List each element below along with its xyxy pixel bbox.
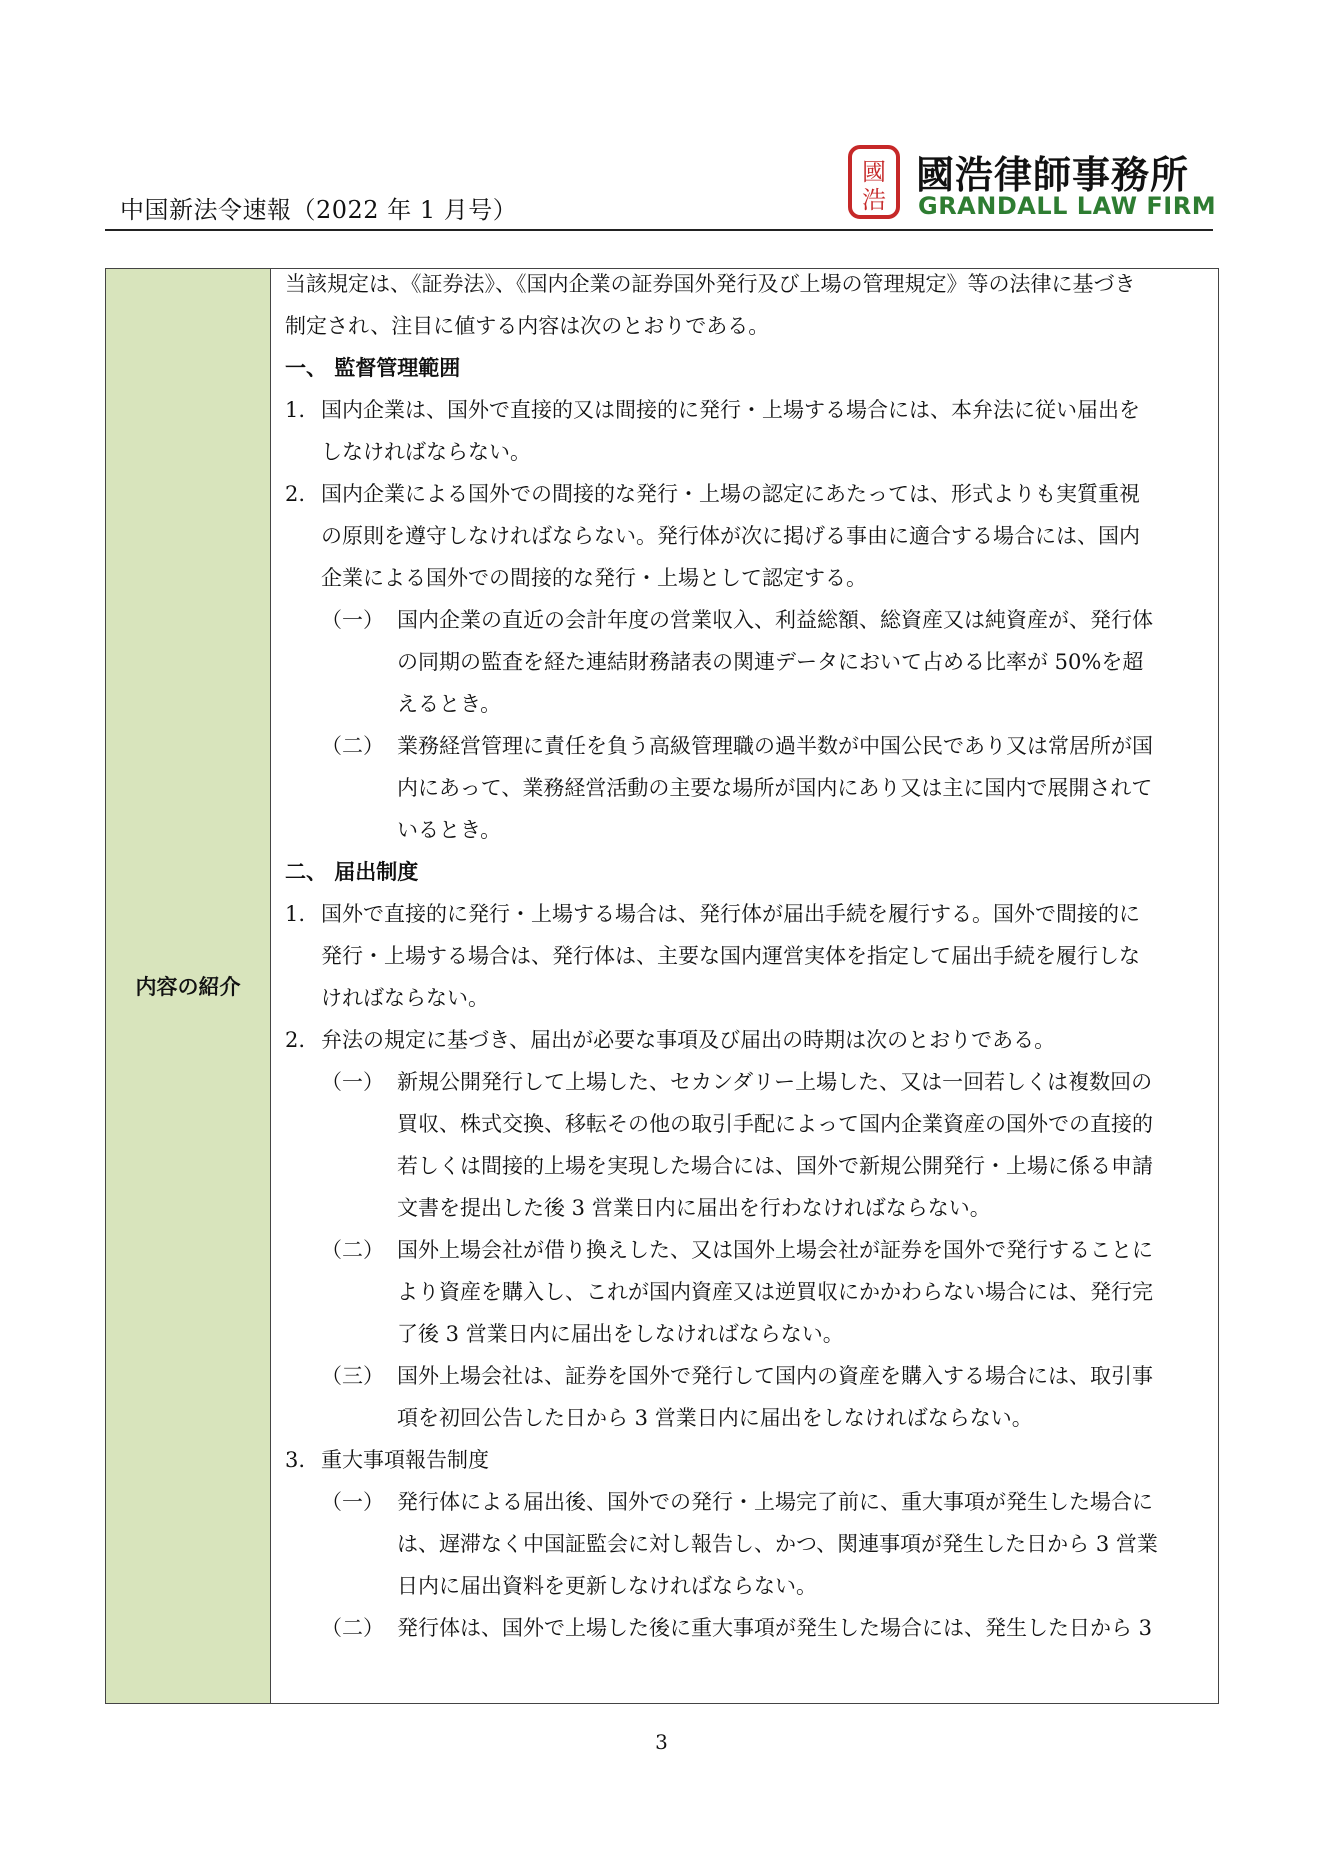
subitem-line: 内にあって、業務経営活動の主要な場所が国内にあり又は主に国内で展開されて [397, 776, 1153, 800]
subitem-number: （一） [321, 1070, 384, 1094]
item-line: 国内企業は、国外で直接的又は間接的に発行・上場する場合には、本弁法に従い届出を [321, 398, 1140, 422]
subitem-line: えるとき。 [397, 692, 502, 716]
item-number: 1. [285, 902, 306, 926]
item-line: 国内企業による国外での間接的な発行・上場の認定にあたっては、形式よりも実質重視 [321, 482, 1140, 506]
subitem-number: （一） [321, 608, 384, 632]
subitem-line: 国内企業の直近の会計年度の営業収入、利益総額、総資産又は純資産が、発行体 [397, 608, 1153, 632]
section-heading: 一、 監督管理範囲 [285, 356, 461, 380]
subitem-line: 国外上場会社が借り換えした、又は国外上場会社が証券を国外で発行することに [397, 1238, 1153, 1262]
subitem-line: 了後 3 営業日内に届出をしなければならない。 [397, 1322, 844, 1346]
subitem-number: （一） [321, 1490, 384, 1514]
item-line: 企業による国外での間接的な発行・上場として認定する。 [321, 566, 867, 590]
logo-chinese-name: 國浩律師事務所 [916, 153, 1190, 197]
subitem-number: （二） [321, 1616, 384, 1640]
svg-text:浩: 浩 [862, 186, 886, 214]
subitem-number: （二） [321, 1238, 384, 1262]
subitem-line: 文書を提出した後 3 営業日内に届出を行わなければならない。 [397, 1196, 991, 1220]
section-heading: 二、 届出制度 [285, 860, 419, 884]
table-content-cell [271, 269, 1218, 1703]
page-number: 3 [655, 1730, 668, 1754]
item-number: 2. [285, 482, 306, 506]
subitem-line: いるとき。 [397, 818, 502, 842]
item-line: 弁法の規定に基づき、届出が必要な事項及び届出の時期は次のとおりである。 [321, 1028, 1056, 1052]
subitem-line: 発行体による届出後、国外での発行・上場完了前に、重大事項が発生した場合に [397, 1490, 1153, 1514]
subitem-line: 日内に届出資料を更新しなければならない。 [397, 1574, 817, 1598]
intro-line: 当該規定は、《証券法》、《国内企業の証券国外発行及び上場の管理規定》等の法律に基づき [285, 272, 1136, 296]
header-divider [105, 229, 1213, 231]
subitem-line: より資産を購入し、これが国内資産又は逆買収にかかわらない場合には、発行完 [397, 1280, 1153, 1304]
content-table [105, 268, 1219, 1704]
firm-logo [846, 144, 1217, 224]
subitem-line: 業務経営管理に責任を負う高級管理職の過半数が中国公民であり又は常居所が国 [397, 734, 1153, 758]
item-line: 重大事項報告制度 [321, 1448, 489, 1472]
item-number: 2. [285, 1028, 306, 1052]
subitem-line: 若しくは間接的上場を実現した場合には、国外で新規公開発行・上場に係る申請 [397, 1154, 1153, 1178]
subitem-line: 国外上場会社は、証券を国外で発行して国内の資産を購入する場合には、取引事 [397, 1364, 1153, 1388]
table-label-cell [106, 269, 271, 1703]
item-line: ければならない。 [321, 986, 489, 1010]
document-header-title: 中国新法令速報（2022 年 1 月号） [120, 196, 518, 224]
subitem-number: （二） [321, 734, 384, 758]
subitem-line: 新規公開発行して上場した、セカンダリー上場した、又は一回若しくは複数回の [397, 1070, 1153, 1094]
logo-english-name: GRANDALL LAW FIRM [918, 192, 1217, 220]
subitem-line: は、遅滞なく中国証監会に対し報告し、かつ、関連事項が発生した日から 3 営業 [397, 1532, 1158, 1556]
intro-line: 制定され、注目に値する内容は次のとおりである。 [285, 314, 770, 338]
seal-icon [846, 144, 902, 220]
item-number: 3. [285, 1448, 306, 1472]
subitem-line: 買収、株式交換、移転その他の取引手配によって国内企業資産の国外での直接的 [397, 1112, 1153, 1136]
item-number: 1. [285, 398, 306, 422]
svg-text:國: 國 [862, 158, 886, 186]
item-line: しなければならない。 [321, 440, 531, 464]
table-label: 内容の紹介 [135, 975, 241, 999]
subitem-line: の同期の監査を経た連結財務諸表の関連データにおいて占める比率が 50%を超 [397, 650, 1144, 674]
item-line: 発行・上場する場合は、発行体は、主要な国内運営実体を指定して届出手続を履行しな [321, 944, 1140, 968]
subitem-line: 項を初回公告した日から 3 営業日内に届出をしなければならない。 [397, 1406, 1033, 1430]
subitem-number: （三） [321, 1364, 384, 1388]
item-line: の原則を遵守しなければならない。発行体が次に掲げる事由に適合する場合には、国内 [321, 524, 1140, 548]
item-line: 国外で直接的に発行・上場する場合は、発行体が届出手続を履行する。国外で間接的に [321, 902, 1140, 926]
subitem-line: 発行体は、国外で上場した後に重大事項が発生した場合には、発生した日から 3 [397, 1616, 1153, 1640]
